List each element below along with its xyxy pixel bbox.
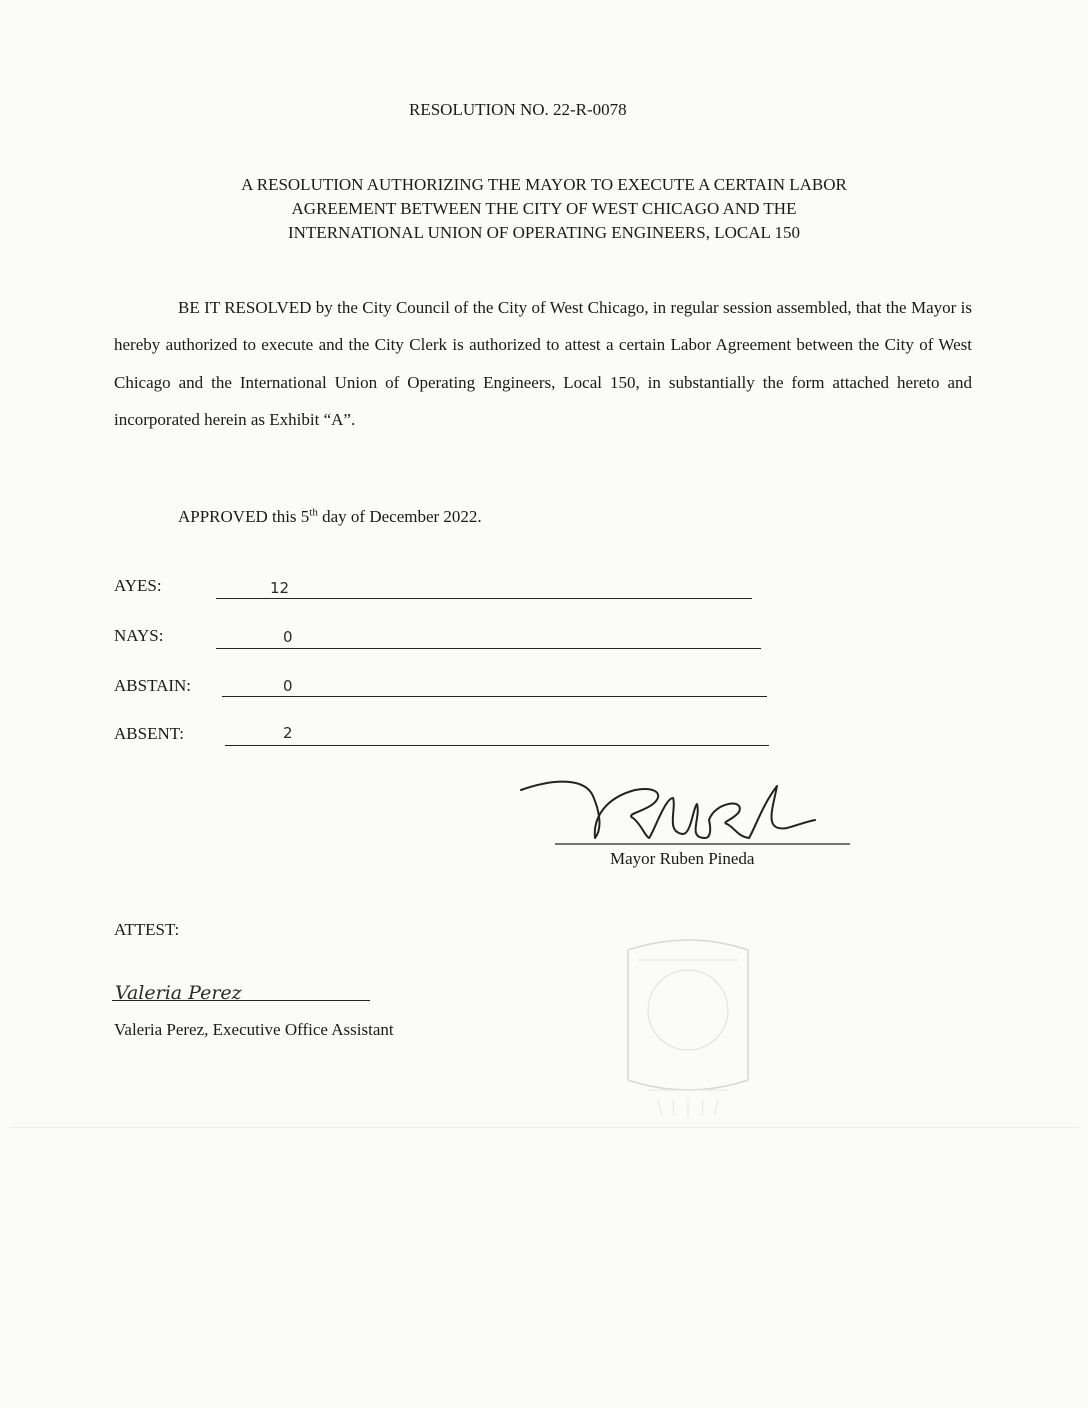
approved-ordinal: th: [309, 506, 318, 519]
absent-line: [225, 745, 769, 746]
title-line-3: INTERNATIONAL UNION OF OPERATING ENGINEERS, LOCAL 150: [287, 223, 800, 242]
nays-value: 0: [283, 628, 293, 646]
abstain-label: ABSTAIN:: [114, 676, 192, 695]
nays-label: NAYS:: [114, 626, 164, 645]
page-bottom-rule: [10, 1127, 1078, 1128]
clerk-signature: Valeria Perez: [115, 982, 242, 1004]
body-paragraph: BE IT RESOLVED by the City Council of the City of West Chicago, in regular session assembled, that the Mayor is hereby authorized to execute and the City Clerk is authorized to attest a certain Labor Agreement between the City of West Chicago and the International Union of Operating Engineers, Local 150, in substantially the form attached hereto and incorporated herein as Exhibit “A”.: [114, 298, 972, 430]
mayor-signature: [515, 768, 855, 848]
abstain-value: 0: [283, 677, 293, 695]
nays-line: [216, 648, 761, 649]
ayes-label: AYES:: [114, 576, 162, 595]
approved-line: [178, 508, 482, 525]
ayes-line: [216, 598, 752, 599]
title-line-2: AGREEMENT BETWEEN THE CITY OF WEST CHICAGO AND THE: [291, 199, 797, 218]
approved-suffix: day of December 2022.: [317, 507, 482, 526]
abstain-line: [222, 696, 767, 697]
ayes-value: 12: [270, 579, 290, 597]
title-line-1: A RESOLUTION AUTHORIZING THE MAYOR TO EXECUTE A CERTAIN LABOR: [241, 175, 847, 194]
city-seal: [618, 930, 758, 1120]
resolution-number: RESOLUTION NO. 22-R-0078: [409, 100, 627, 119]
absent-label: ABSENT:: [114, 724, 184, 743]
mayor-name: Mayor Ruben Pineda: [610, 849, 755, 868]
clerk-signature-line: [112, 1000, 370, 1001]
approved-prefix: APPROVED this 5: [178, 507, 310, 526]
clerk-name: Valeria Perez, Executive Office Assistant: [114, 1020, 394, 1039]
absent-value: 2: [283, 724, 293, 742]
attest-label: ATTEST:: [114, 920, 180, 939]
